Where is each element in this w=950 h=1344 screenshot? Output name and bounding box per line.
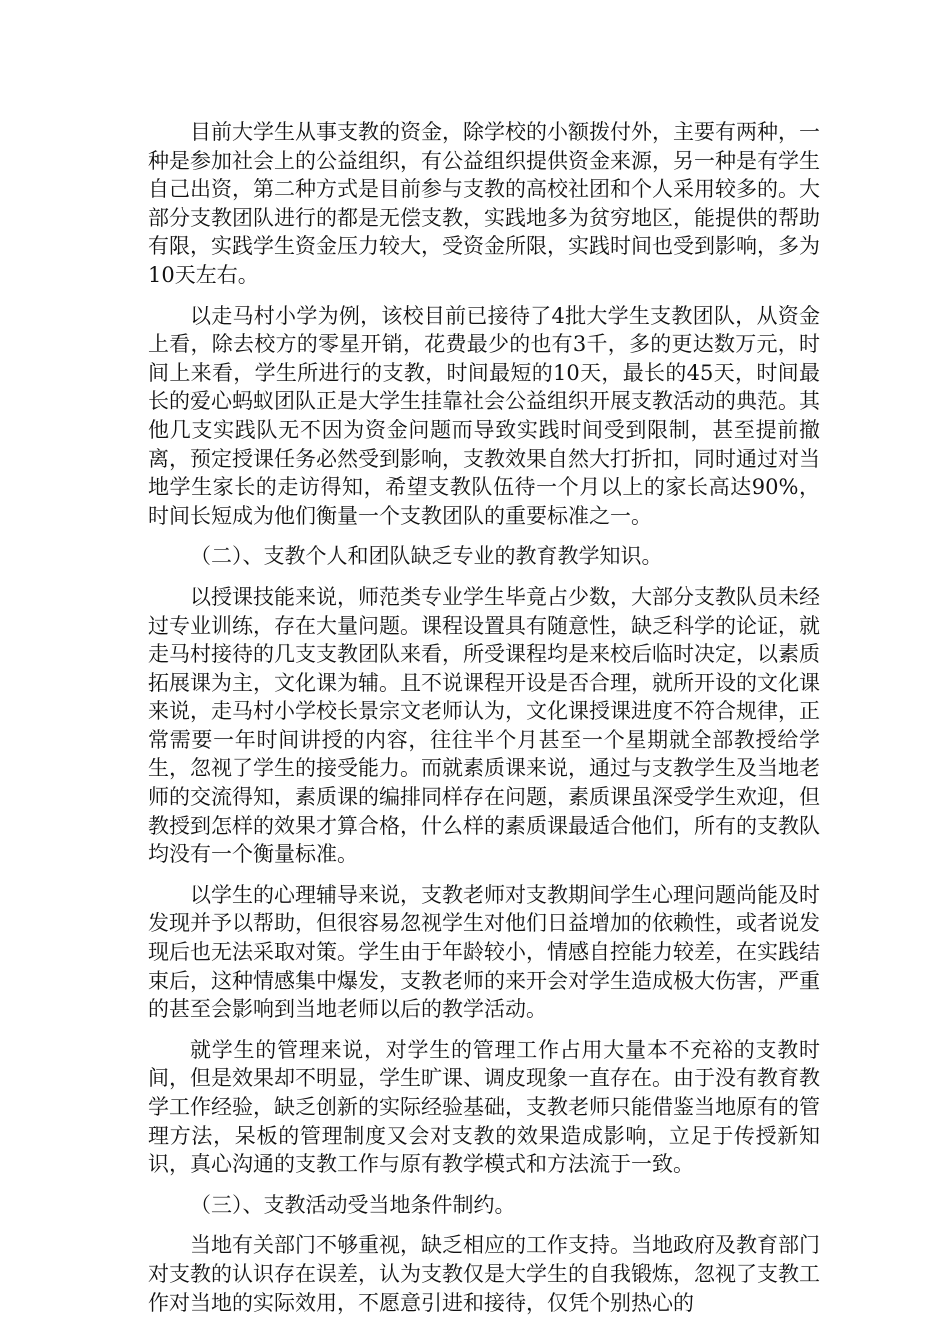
section-heading-3: （三）、支教活动受当地条件制约。	[190, 1192, 516, 1217]
document-page	[148, 118, 820, 1329]
paragraph-teaching-skills: 以授课技能来说，师范类专业学生毕竟占少数，大部分支教队员未经过专业训练，存在大量问题。课程设置具有随意性，缺乏科学的论证，就走马村接待的几支支教团队来看，所受课程均是来校后临时决定，以素质拓展课为主，文化课为辅。且不说课程开设是否合理，就所开设的文化课来说，走马村小学校长景宗文老师认为，文化课授课进度不符合规律，正常需要一年时间讲授的内容，往往半个月甚至一个星期就全部教授给学生，忽视了学生的接受能力。而就素质课来说，通过与支教学生及当地老师的交流得知，素质课的编排同样存在问题，素质课虽深受学生欢迎，但教授到怎样的效果才算合格，什么样的素质课最适合他们，所有的支教队均没有一个衡量标准。	[148, 584, 820, 867]
paragraph-funding: 目前大学生从事支教的资金，除学校的小额拨付外，主要有两种，一种是参加社会上的公益组织，有公益组织提供资金来源，另一种是有学生自己出资，第二种方式是目前参与支教的高校社团和个人采用较多的。大部分支教团队进行的都是无偿支教，实践地多为贫穷地区，能提供的帮助有限，实践学生资金压力较大，受资金所限，实践时间也受到影响，多为10天左右。	[148, 120, 820, 287]
paragraph-zouma-example: 以走马村小学为例，该校目前已接待了4批大学生支教团队，从资金上看，除去校方的零星开销，花费最少的也有3千，多的更达数万元，时间上来看，学生所进行的支教，时间最短的10天，最长的45天，时间最长的爱心蚂蚁团队正是大学生挂靠社会公益组织开展支教活动的典范。其他几支实践队无不因为资金问题而导致实践时间受到限制，甚至提前撤离，预定授课任务必然受到影响，支教效果自然大打折扣，同时通过对当地学生家长的走访得知，希望支教队伍待一个月以上的家长高达90%，时间长短成为他们衡量一个支教团队的重要标准之一。	[148, 303, 820, 528]
section-heading-2: （二）、支教个人和团队缺乏专业的教育教学知识。	[190, 544, 663, 569]
paragraph-psych-counseling: 以学生的心理辅导来说，支教老师对支教期间学生心理问题尚能及时发现并予以帮助，但很容易忽视学生对他们日益增加的依赖性，或者说发现后也无法采取对策。学生由于年龄较小，情感自控能力较差，在实践结束后，这种情感集中爆发，支教老师的来开会对学生造成极大伤害，严重的甚至会影响到当地老师以后的教学活动。	[148, 882, 820, 1022]
paragraph-student-management: 就学生的管理来说，对学生的管理工作占用大量本不充裕的支教时间，但是效果却不明显，学生旷课、调皮现象一直存在。由于没有教育教学工作经验，缺乏创新的实际经验基础，支教老师只能借鉴当地原有的管理方法，呆板的管理制度又会对支教的效果造成影响，立足于传授新知识，真心沟通的支教工作与原有教学模式和方法流于一致。	[148, 1037, 820, 1177]
paragraph-local-conditions: 当地有关部门不够重视，缺乏相应的工作支持。当地政府及教育部门对支教的认识存在误差，认为支教仅是大学生的自我锻炼，忽视了支教工作对当地的实际效用，不愿意引进和接待，仅凭个别热心的	[148, 1233, 820, 1315]
